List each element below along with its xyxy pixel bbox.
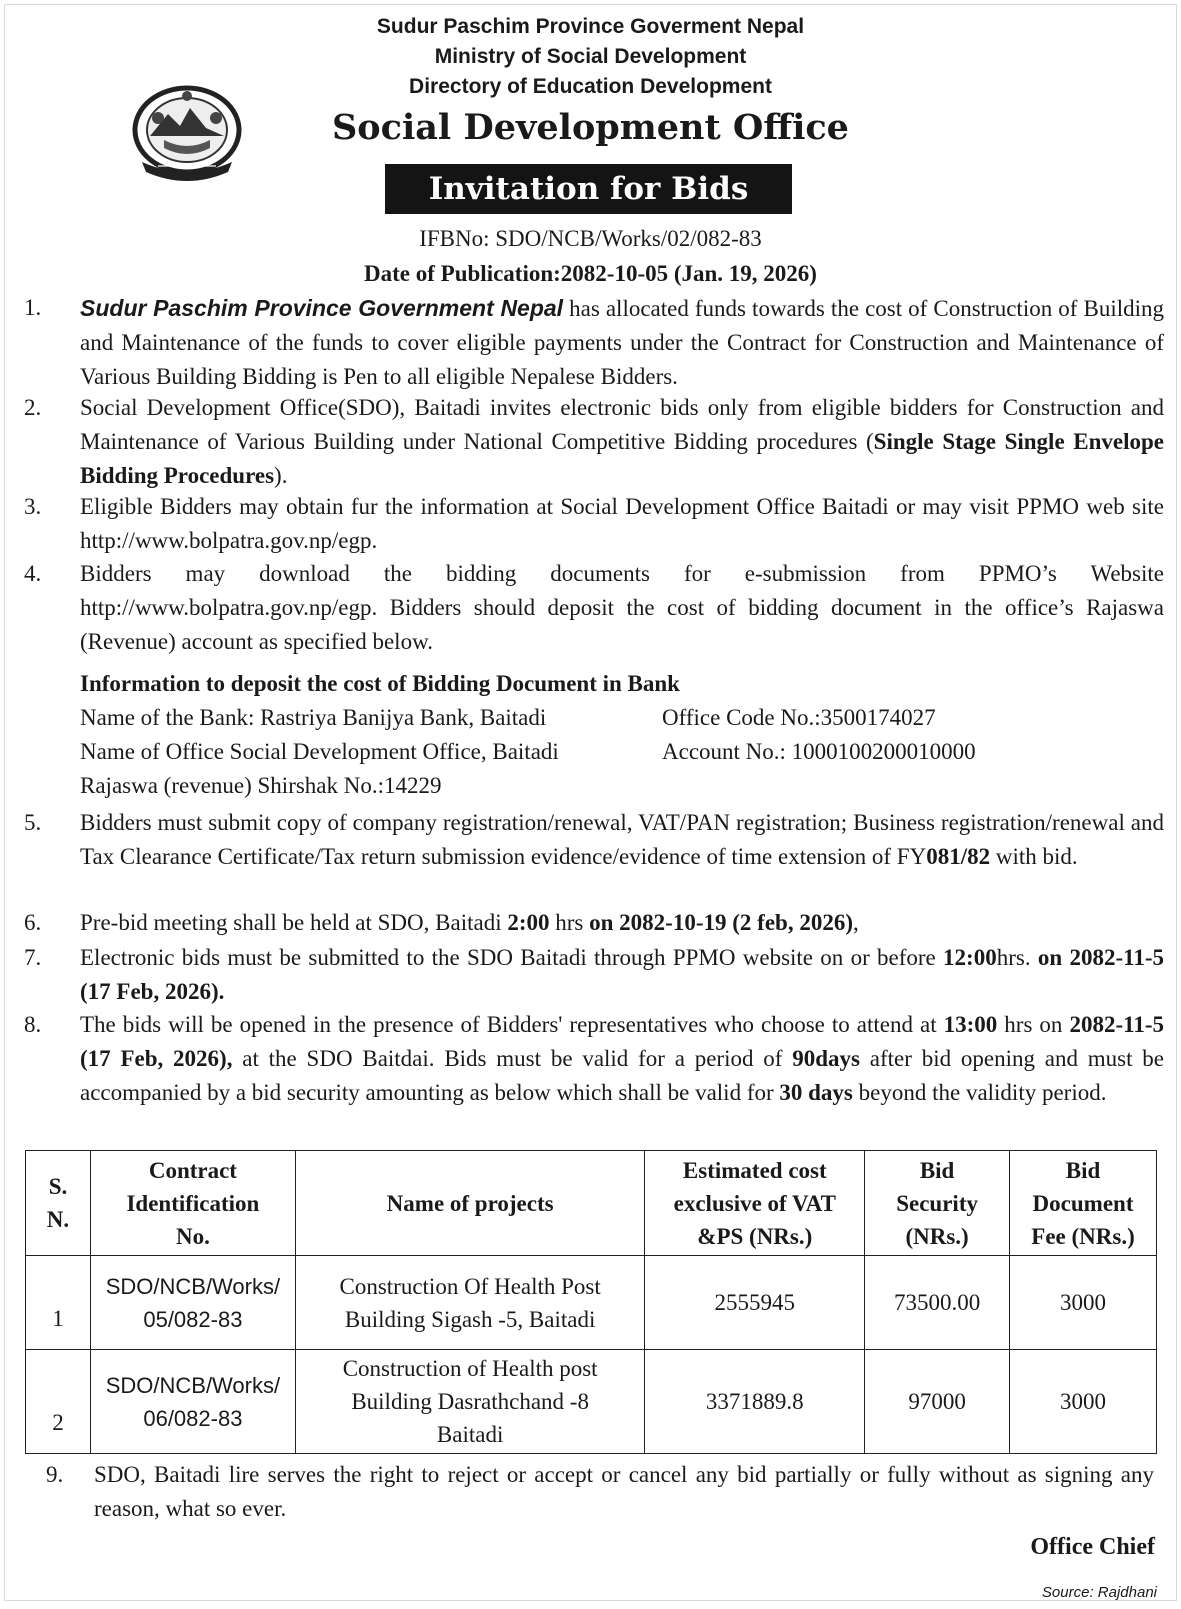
item-number: 5. <box>24 810 42 835</box>
item-text: at the SDO Baitdai. Bids must be valid for a period of <box>232 1046 793 1071</box>
procedure-name: Single Stage Single Envelope Bidding Procedures <box>80 429 1164 488</box>
table-row <box>26 1256 1157 1350</box>
item-number: 8. <box>24 1012 42 1037</box>
invitation-banner: Invitation for Bids <box>385 164 792 214</box>
row-contract-id: SDO/NCB/Works/ 06/082-83 <box>90 1350 295 1454</box>
header-directory: Directory of Education Development <box>409 75 772 98</box>
item-text: Bidders must submit copy of company registration/renewal, VAT/PAN registration; Business registration/renewal and Tax Clearance Certificate/Tax return submission evidence/evidence of time extension of FY <box>80 810 1164 869</box>
header-province: Sudur Paschim Province Goverment Nepal <box>376 15 805 38</box>
row-sn: 1 <box>26 1256 91 1350</box>
fiscal-year: 081/82 <box>926 844 991 869</box>
item-text: The bids will be opened in the presence of Bidders' representatives who choose to attend at <box>80 1012 944 1037</box>
notice-item-6 <box>80 906 1164 940</box>
notice-item-9: SDO, Baitadi lire serves the right to reject or accept or cancel any bid partially or fully without as signing any reason, what so ever. <box>94 1462 1154 1521</box>
ifb-number: IFBNo: SDO/NCB/Works/02/082-83 <box>419 226 762 251</box>
row-bid-security: 97000 <box>865 1350 1010 1454</box>
signoff: Office Chief <box>1030 1534 1155 1560</box>
bank-name: Name of the Bank: Rastriya Banijya Bank, Baitadi <box>80 705 547 730</box>
row-sn: 2 <box>26 1350 91 1454</box>
opening-date: 2082-11-5 (17 Feb, 2026), <box>80 1012 1164 1071</box>
item-text: Electronic bids must be submitted to the SDO Baitadi through PPMO website on or before <box>80 945 944 970</box>
office-name: Name of Office Social Development Office, Baitadi <box>80 739 559 764</box>
item-number: 1. <box>24 295 42 320</box>
row-project-name: Construction of Health post Building Dasrathchand -8 Baitadi <box>295 1350 645 1454</box>
notice-item-3: Eligible Bidders may obtain fur the information at Social Development Office Baitadi or may visit PPMO web site http://www.bolpatra.gov.np/egp. <box>80 494 1164 553</box>
header-ministry: Ministry of Social Development <box>434 45 747 68</box>
item-text: with bid. <box>990 844 1078 869</box>
prebid-time: 2:00 <box>507 910 550 935</box>
account-number: Account No.: 1000100200010000 <box>662 739 976 764</box>
submission-time: 12:00 <box>943 945 997 970</box>
notice-item-1 <box>80 291 1164 394</box>
publication-date: Date of Publication:2082-10-05 (Jan. 19, 2026) <box>364 261 817 286</box>
bank-info-heading: Information to deposit the cost of Bidding Document in Bank <box>80 671 680 696</box>
item-text: Social Development Office(SDO), Baitadi invites electronic bids only from eligible bidders for Construction and Maintenance of Various Building under National Competitive Bidding procedures ( <box>80 395 1164 454</box>
bids-table <box>25 1150 1157 1454</box>
rajaswa-shirshak: Rajaswa (revenue) Shirshak No.:14229 <box>80 773 442 798</box>
item-text: ). <box>274 463 288 488</box>
validity-period: 90days <box>792 1046 860 1071</box>
row-estimated-cost: 2555945 <box>645 1256 865 1350</box>
table-row <box>26 1350 1157 1454</box>
col-document-fee: Bid Document Fee (NRs.) <box>1010 1151 1157 1256</box>
row-bid-security: 73500.00 <box>865 1256 1010 1350</box>
item-number: 7. <box>24 945 42 970</box>
item-text: , <box>852 910 859 935</box>
notice-item-7 <box>80 941 1164 1009</box>
item-text: Pre-bid meeting shall be held at SDO, Baitadi <box>80 910 508 935</box>
row-document-fee: 3000 <box>1010 1256 1157 1350</box>
col-sn: S. N. <box>26 1151 91 1256</box>
notice-item-2 <box>80 391 1164 493</box>
security-validity: 30 days <box>779 1080 853 1105</box>
col-bid-security: Bid Security (NRs.) <box>865 1151 1010 1256</box>
col-estimated-cost: Estimated cost exclusive of VAT &PS (NRs.) <box>645 1151 865 1256</box>
row-estimated-cost: 3371889.8 <box>645 1350 865 1454</box>
row-document-fee: 3000 <box>1010 1350 1157 1454</box>
office-title: Social Development Office <box>332 107 849 148</box>
item-text: hrs <box>549 910 590 935</box>
notice-item-5 <box>80 806 1164 874</box>
opening-time: 13:00 <box>943 1012 998 1037</box>
item-number: 2. <box>24 395 42 420</box>
item-text: after bid opening and must be accompanied by a bid security amounting as below which shall be valid for <box>80 1046 1165 1105</box>
item-number: 9. <box>46 1462 64 1487</box>
col-project-name: Name of projects <box>295 1151 645 1256</box>
item-text: hrs on <box>997 1012 1070 1037</box>
item-number: 6. <box>24 910 42 935</box>
office-code: Office Code No.:3500174027 <box>662 705 936 730</box>
item-text: hrs. <box>996 945 1038 970</box>
submission-date: on 2082-11-5 (17 Feb, 2026). <box>80 945 1164 1004</box>
item-text: has allocated funds towards the cost of Construction of Building and Maintenance of the funds to cover eligible payments under the Contract for Construction and Maintenance of Various Building Bidding is Pen to all eligible Nepalese Bidders. <box>80 296 1164 389</box>
item-number: 4. <box>24 561 42 586</box>
col-contract-id: Contract Identification No. <box>90 1151 295 1256</box>
notice-item-4: Bidders may download the bidding documents for e-submission from PPMO’s Website http://www.bolpatra.gov.np/egp. Bidders should deposit the cost of bidding document in the office’s Rajaswa (Revenue) account as specified below. <box>80 561 1164 654</box>
row-contract-id: SDO/NCB/Works/ 05/082-83 <box>90 1256 295 1350</box>
source-credit: Source: Rajdhani <box>1041 1584 1157 1601</box>
row-project-name: Construction Of Health Post Building Sigash -5, Baitadi <box>295 1256 645 1350</box>
table-header-row <box>26 1151 1157 1256</box>
province-name: Sudur Paschim Province Government Nepal <box>80 295 564 321</box>
item-number: 3. <box>24 494 42 519</box>
notice-item-8 <box>80 1008 1164 1110</box>
item-text: beyond the validity period. <box>852 1080 1107 1105</box>
prebid-date: on 2082-10-19 (2 feb, 2026) <box>589 910 853 935</box>
